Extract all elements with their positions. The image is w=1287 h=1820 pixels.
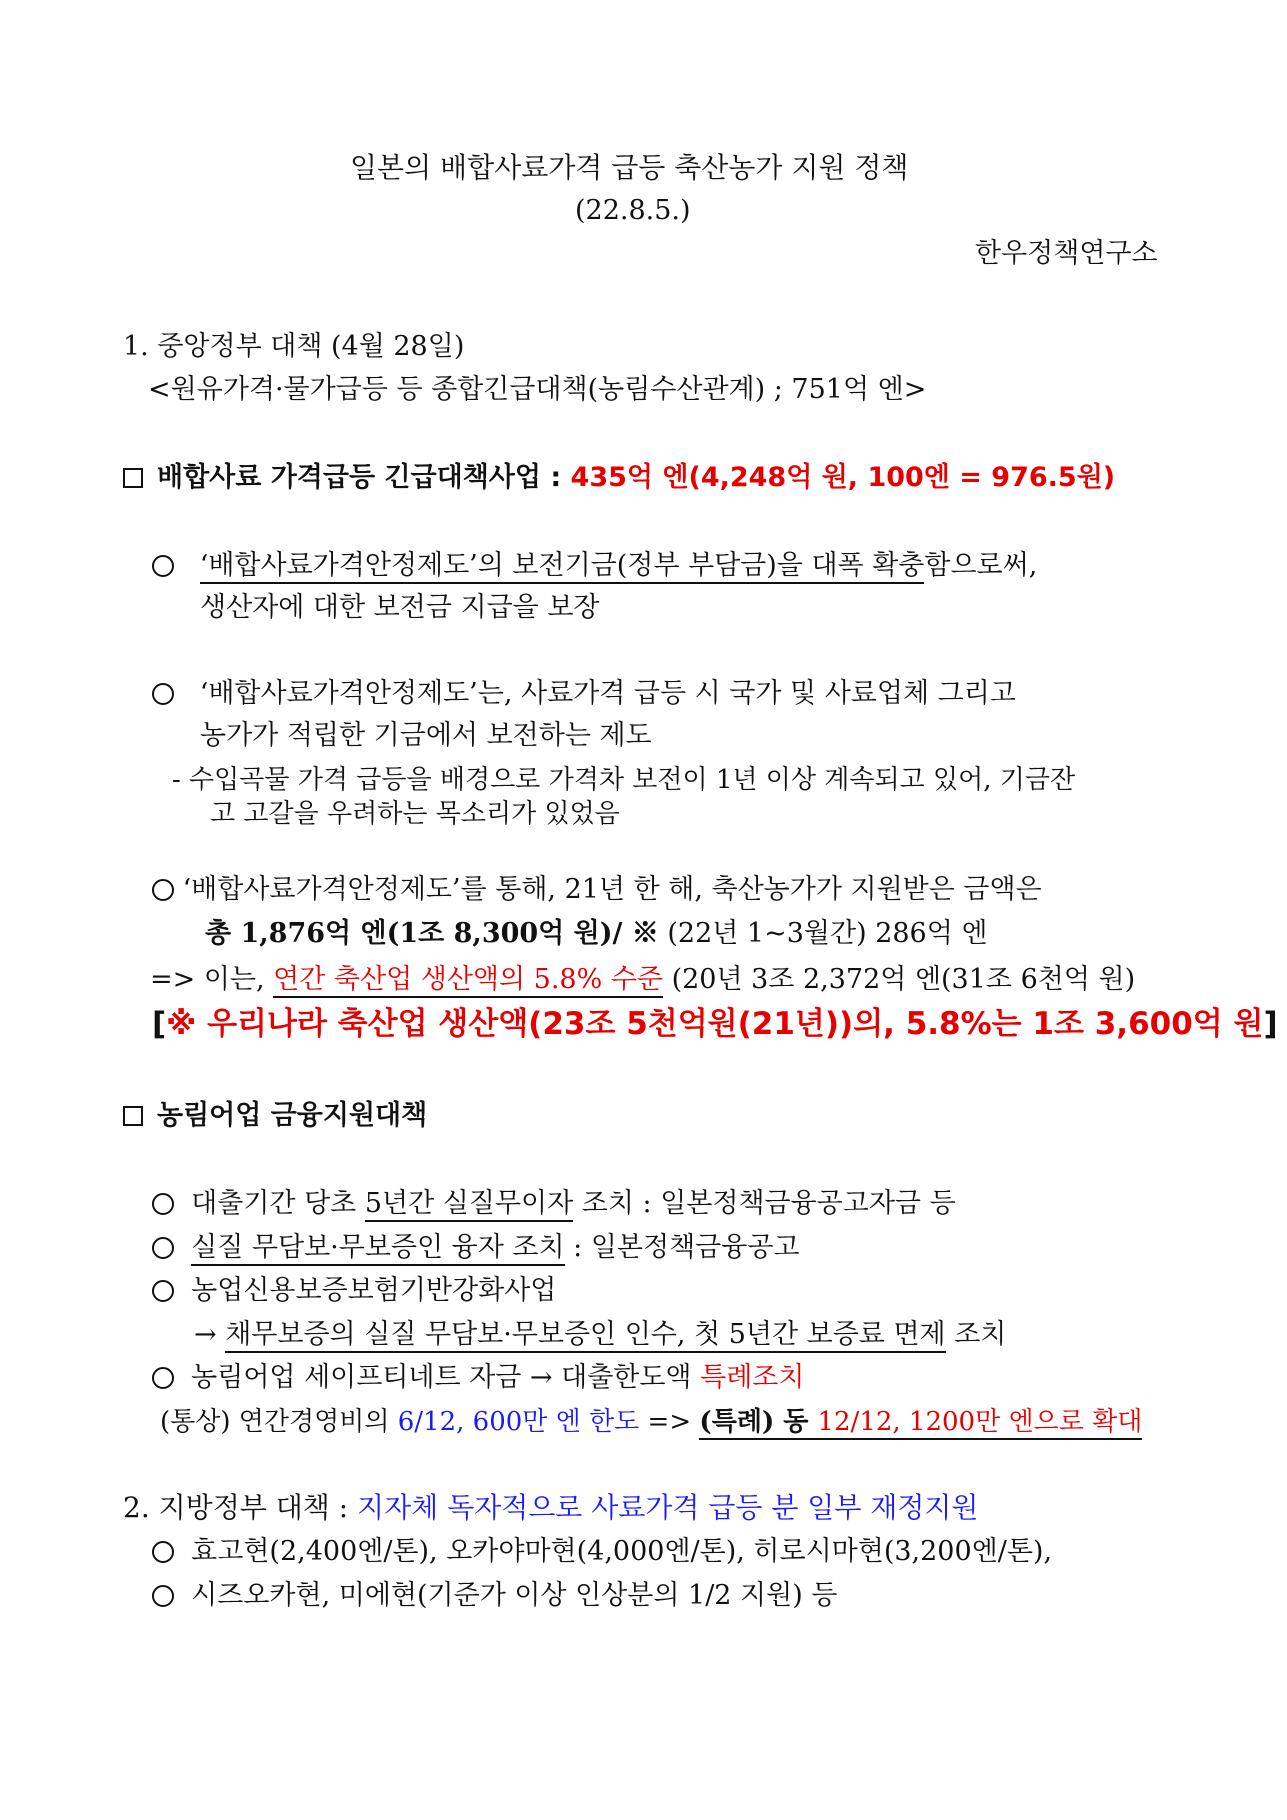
block1-item3-text: ‘배합사료가격안정제도’를 통해, 21년 한 해, 축산농가가 지원받은 금액은 bbox=[182, 874, 1042, 905]
author-org: 한우정책연구소 bbox=[975, 238, 1158, 269]
block1-item3-line1 bbox=[152, 872, 1042, 908]
square-bullet-icon bbox=[123, 1106, 143, 1126]
circle-bullet-icon bbox=[152, 1541, 174, 1563]
circle-bullet-icon bbox=[152, 1237, 174, 1259]
block1-item2-dash-line1: - 수입곡물 가격 급등을 배경으로 가격차 보전이 1년 이상 계속되고 있어, 기금잔 bbox=[172, 765, 1076, 795]
block2-item2-post: : 일본정책금융공고 bbox=[564, 1232, 800, 1263]
block1-arrow-highlight: 연간 축산업 생산액의 5.8% 수준 bbox=[273, 964, 663, 998]
section2-heading-label: 2. 지방정부 대책 : bbox=[123, 1491, 358, 1524]
note-bracket-open: [ bbox=[152, 1006, 167, 1042]
block1-item1-line2: 생산자에 대한 보전금 지급을 보장 bbox=[200, 592, 600, 623]
document-date: (22.8.5.) bbox=[575, 195, 691, 226]
block1-heading bbox=[123, 460, 1115, 496]
square-bullet-icon bbox=[123, 468, 143, 488]
block1-item3-period: (22년 1~3월간) 286억 엔 bbox=[658, 918, 988, 949]
block1-item1-rest: 함으로써, bbox=[924, 550, 1038, 581]
block2-item3-text: 농업신용보증보험기반강화사업 bbox=[191, 1275, 557, 1306]
block1-item2-line2: 농가가 적립한 기금에서 보전하는 제도 bbox=[200, 720, 652, 751]
section1-subheading: <원유가격·물가급등 등 종합긴급대책(농림수산관계) ; 751억 엔> bbox=[148, 374, 927, 405]
block1-item2-dash-line2: 고 고갈을 우려하는 목소리가 있었음 bbox=[210, 799, 620, 829]
block1-item2-text: ‘배합사료가격안정제도’는, 사료가격 급등 시 국가 및 사료업체 그리고 bbox=[199, 678, 1016, 709]
block2-heading bbox=[123, 1098, 427, 1134]
block1-arrow-line bbox=[150, 962, 1135, 998]
block1-item3-total: 총 1,876억 엔(1조 8,300억 원)/ ※ bbox=[205, 918, 659, 949]
block2-item2-underlined: 실질 무담보·무보증인 융자 조치 bbox=[191, 1232, 564, 1266]
block2-item4-pre: 농림어업 세이프티네트 자금 → 대출한도액 bbox=[191, 1362, 701, 1393]
block2-item5-pre: (통상) 연간경영비의 bbox=[160, 1407, 398, 1437]
block1-item1-underlined: ‘배합사료가격안정제도’의 보전기금(정부 부담금)을 대폭 확충 bbox=[200, 550, 925, 584]
block2-item5-normal-limit: 6/12, 600만 엔 한도 bbox=[397, 1407, 640, 1437]
block1-heading-label: 배합사료 가격급등 긴급대책사업 : bbox=[157, 462, 562, 493]
block1-item3-line2 bbox=[205, 916, 987, 952]
block2-item3 bbox=[152, 1273, 556, 1309]
block1-item1-line1 bbox=[152, 548, 1037, 584]
arrow-right-icon: → bbox=[194, 1319, 226, 1350]
block1-arrow-rest: (20년 3조 2,372억 엔(31조 6천억 원) bbox=[663, 964, 1136, 995]
block2-item1 bbox=[152, 1186, 956, 1222]
block2-item5-special-limit: 12/12, 1200만 엔으로 확대 bbox=[817, 1407, 1143, 1437]
block2-item3-sub-post: 조치 bbox=[945, 1319, 1007, 1350]
block1-heading-amount: 435억 엔(4,248억 원, 100엔 = 976.5원) bbox=[561, 462, 1116, 493]
block2-item5-special-block bbox=[699, 1407, 1142, 1440]
circle-bullet-icon bbox=[152, 555, 174, 577]
section2-item2 bbox=[152, 1578, 837, 1614]
note-korea-text: ※ 우리나라 축산업 생산액(23조 5천억원(21년))의, 5.8%는 1조 3,600억 원 bbox=[166, 1006, 1264, 1042]
circle-bullet-icon bbox=[152, 683, 174, 705]
block2-item4 bbox=[152, 1360, 804, 1396]
block2-item1-post: 조치 : 일본정책금융공고자금 등 bbox=[573, 1188, 956, 1219]
block2-item1-underlined: 5년간 실질무이자 bbox=[365, 1188, 573, 1222]
section2-item1 bbox=[152, 1534, 1052, 1570]
block2-item1-pre: 대출기간 당초 bbox=[191, 1188, 365, 1219]
block2-item2 bbox=[152, 1230, 800, 1266]
document-title: 일본의 배합사료가격 급등 축산농가 지원 정책 bbox=[350, 151, 909, 184]
circle-bullet-icon bbox=[152, 1280, 174, 1302]
block1-arrow-prefix: => 이는, bbox=[150, 964, 274, 995]
block2-item4-special: 특례조치 bbox=[700, 1362, 805, 1393]
section1-heading: 1. 중앙정부 대책 (4월 28일) bbox=[123, 331, 465, 362]
section2-heading-detail: 지자체 독자적으로 사료가격 급등 분 일부 재정지원 bbox=[357, 1491, 979, 1524]
block2-item5 bbox=[160, 1404, 1142, 1440]
section2-item2-text: 시즈오카현, 미에현(기준가 이상 인상분의 1/2 지원) 등 bbox=[191, 1580, 838, 1611]
block1-korea-note bbox=[152, 1006, 1278, 1042]
section2-item1-text: 효고현(2,400엔/톤), 오카야마현(4,000엔/톤), 히로시마현(3,200엔/톤), bbox=[191, 1536, 1053, 1567]
block2-item5-arrow: => bbox=[639, 1407, 700, 1437]
circle-bullet-icon bbox=[152, 1193, 174, 1215]
block2-item3-sub-underlined: 채무보증의 실질 무담보·무보증인 인수, 첫 5년간 보증료 면제 bbox=[225, 1319, 945, 1353]
block2-item5-special-label: (특례) 동 bbox=[699, 1407, 818, 1437]
block2-item3-sub bbox=[194, 1317, 1006, 1353]
circle-bullet-icon bbox=[152, 1367, 174, 1389]
circle-bullet-icon bbox=[152, 1585, 174, 1607]
block2-heading-label: 농림어업 금융지원대책 bbox=[157, 1100, 428, 1131]
section2-heading bbox=[123, 1490, 978, 1526]
block1-item2-line1 bbox=[152, 676, 1016, 712]
circle-bullet-icon bbox=[152, 879, 174, 901]
note-bracket-close: ] bbox=[1263, 1006, 1278, 1042]
